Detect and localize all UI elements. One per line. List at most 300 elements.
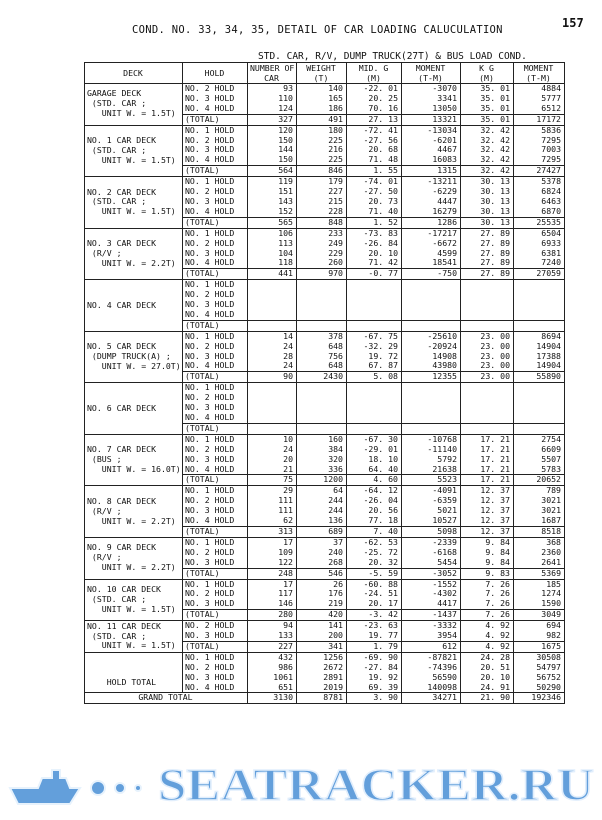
value-cell bbox=[461, 403, 514, 413]
value-cell: 110 bbox=[248, 94, 297, 104]
hold-cell: (TOTAL) bbox=[183, 114, 248, 125]
table-subtitle: STD. CAR, R/V, DUMP TRUCK(27T) & BUS LOAD COND. bbox=[258, 51, 527, 62]
value-cell: 20. 32 bbox=[347, 558, 402, 568]
value-cell: 24 bbox=[248, 361, 297, 371]
value-cell: 7. 26 bbox=[461, 579, 514, 589]
hold-cell: NO. 2 HOLD bbox=[183, 342, 248, 352]
value-cell bbox=[402, 403, 461, 413]
value-cell: -73. 83 bbox=[347, 228, 402, 238]
value-cell: 25535 bbox=[514, 217, 565, 228]
value-cell: 336 bbox=[297, 465, 347, 475]
value-cell: 18. 10 bbox=[347, 455, 402, 465]
value-cell: 1. 52 bbox=[347, 217, 402, 228]
value-cell: 120 bbox=[248, 125, 297, 135]
value-cell: 160 bbox=[297, 434, 347, 444]
value-cell bbox=[347, 423, 402, 434]
deck-label: NO. 5 CAR DECK (DUMP TRUCK(A) ; UNIT W. = 27.0T) bbox=[85, 331, 183, 383]
value-cell: 1. 55 bbox=[347, 166, 402, 177]
value-cell: 2019 bbox=[297, 683, 347, 693]
column-header: DECK bbox=[85, 63, 183, 84]
value-cell bbox=[402, 393, 461, 403]
hold-cell: NO. 2 HOLD bbox=[183, 496, 248, 506]
value-cell: 5777 bbox=[514, 94, 565, 104]
value-cell: 320 bbox=[297, 455, 347, 465]
value-cell: 244 bbox=[297, 506, 347, 516]
value-cell: 16083 bbox=[402, 155, 461, 165]
value-cell: 268 bbox=[297, 558, 347, 568]
value-cell: 106 bbox=[248, 228, 297, 238]
value-cell: 216 bbox=[297, 145, 347, 155]
value-cell: 227 bbox=[297, 187, 347, 197]
value-cell: 7. 26 bbox=[461, 589, 514, 599]
hold-cell: NO. 4 HOLD bbox=[183, 683, 248, 693]
column-header: MOMENT (T-M) bbox=[402, 63, 461, 84]
hold-cell: NO. 2 HOLD bbox=[183, 548, 248, 558]
value-cell bbox=[248, 320, 297, 331]
value-cell bbox=[347, 300, 402, 310]
hold-cell: NO. 4 HOLD bbox=[183, 155, 248, 165]
table-row bbox=[85, 125, 565, 135]
value-cell: 34271 bbox=[402, 693, 461, 704]
value-cell: 12. 37 bbox=[461, 516, 514, 526]
value-cell: 5378 bbox=[514, 177, 565, 187]
value-cell: 1590 bbox=[514, 599, 565, 609]
hold-cell: NO. 4 HOLD bbox=[183, 207, 248, 217]
value-cell: 62 bbox=[248, 516, 297, 526]
hold-cell: NO. 2 HOLD bbox=[183, 589, 248, 599]
column-header: K G (M) bbox=[461, 63, 514, 84]
value-cell: 16279 bbox=[402, 207, 461, 217]
value-cell: 21. 90 bbox=[461, 693, 514, 704]
value-cell: 17. 21 bbox=[461, 455, 514, 465]
value-cell: 30. 13 bbox=[461, 207, 514, 217]
value-cell: 30. 13 bbox=[461, 197, 514, 207]
value-cell: 165 bbox=[297, 94, 347, 104]
value-cell bbox=[248, 413, 297, 423]
value-cell bbox=[297, 393, 347, 403]
hold-cell: NO. 4 HOLD bbox=[183, 516, 248, 526]
hold-cell: NO. 1 HOLD bbox=[183, 125, 248, 135]
table-row bbox=[85, 84, 565, 94]
value-cell bbox=[297, 320, 347, 331]
value-cell: 7. 26 bbox=[461, 599, 514, 609]
value-cell bbox=[248, 280, 297, 290]
value-cell: 8694 bbox=[514, 331, 565, 341]
value-cell bbox=[297, 290, 347, 300]
value-cell: 5454 bbox=[402, 558, 461, 568]
value-cell: 1687 bbox=[514, 516, 565, 526]
value-cell: 648 bbox=[297, 361, 347, 371]
value-cell: 5792 bbox=[402, 455, 461, 465]
value-cell: 14908 bbox=[402, 352, 461, 362]
value-cell bbox=[402, 300, 461, 310]
value-cell: 24 bbox=[248, 445, 297, 455]
value-cell: 4447 bbox=[402, 197, 461, 207]
value-cell: 689 bbox=[297, 526, 347, 537]
value-cell bbox=[461, 393, 514, 403]
value-cell: 17172 bbox=[514, 114, 565, 125]
value-cell: 1274 bbox=[514, 589, 565, 599]
value-cell: 17. 21 bbox=[461, 475, 514, 486]
value-cell bbox=[402, 320, 461, 331]
value-cell: -6201 bbox=[402, 136, 461, 146]
value-cell: 4. 92 bbox=[461, 641, 514, 652]
value-cell bbox=[347, 403, 402, 413]
value-cell: 6609 bbox=[514, 445, 565, 455]
value-cell: 20652 bbox=[514, 475, 565, 486]
value-cell: 1061 bbox=[248, 673, 297, 683]
value-cell: 6463 bbox=[514, 197, 565, 207]
value-cell bbox=[402, 280, 461, 290]
value-cell: 150 bbox=[248, 155, 297, 165]
value-cell: 27. 89 bbox=[461, 239, 514, 249]
value-cell: 35. 01 bbox=[461, 84, 514, 94]
value-cell: -87821 bbox=[402, 652, 461, 662]
value-cell: 19. 92 bbox=[347, 673, 402, 683]
value-cell: 4599 bbox=[402, 249, 461, 259]
value-cell: 30. 13 bbox=[461, 177, 514, 187]
value-cell: 546 bbox=[297, 568, 347, 579]
hold-cell: NO. 3 HOLD bbox=[183, 94, 248, 104]
column-header: MID. G (M) bbox=[347, 63, 402, 84]
value-cell: 20. 10 bbox=[461, 673, 514, 683]
value-cell: 219 bbox=[297, 599, 347, 609]
value-cell: 432 bbox=[248, 652, 297, 662]
value-cell bbox=[297, 413, 347, 423]
header-row bbox=[85, 63, 565, 84]
value-cell: 3021 bbox=[514, 506, 565, 516]
value-cell: 7295 bbox=[514, 136, 565, 146]
value-cell: -24. 51 bbox=[347, 589, 402, 599]
value-cell bbox=[402, 423, 461, 434]
value-cell: -26. 84 bbox=[347, 239, 402, 249]
deck-label: NO. 1 CAR DECK (STD. CAR ; UNIT W. = 1.5T) bbox=[85, 125, 183, 177]
table-row bbox=[85, 228, 565, 238]
value-cell: 75 bbox=[248, 475, 297, 486]
deck-label: NO. 8 CAR DECK (R/V ; UNIT W. = 2.2T) bbox=[85, 486, 183, 538]
hold-cell: (TOTAL) bbox=[183, 568, 248, 579]
value-cell: 225 bbox=[297, 136, 347, 146]
hold-cell: NO. 2 HOLD bbox=[183, 445, 248, 455]
value-cell: 17388 bbox=[514, 352, 565, 362]
hold-cell: NO. 3 HOLD bbox=[183, 145, 248, 155]
value-cell: 185 bbox=[514, 579, 565, 589]
value-cell: 3. 90 bbox=[347, 693, 402, 704]
value-cell: 384 bbox=[297, 445, 347, 455]
value-cell bbox=[402, 383, 461, 393]
value-cell: 9. 84 bbox=[461, 537, 514, 547]
value-cell: 229 bbox=[297, 249, 347, 259]
watermark-logo bbox=[8, 748, 602, 812]
value-cell: 18541 bbox=[402, 258, 461, 268]
value-cell: 564 bbox=[248, 166, 297, 177]
value-cell: 111 bbox=[248, 506, 297, 516]
value-cell: 215 bbox=[297, 197, 347, 207]
hold-cell: NO. 3 HOLD bbox=[183, 673, 248, 683]
value-cell: 848 bbox=[297, 217, 347, 228]
value-cell: -74396 bbox=[402, 663, 461, 673]
value-cell bbox=[514, 300, 565, 310]
value-cell: 19. 72 bbox=[347, 352, 402, 362]
hold-cell: NO. 3 HOLD bbox=[183, 631, 248, 641]
value-cell: 32. 42 bbox=[461, 125, 514, 135]
value-cell: -2339 bbox=[402, 537, 461, 547]
hold-cell: NO. 2 HOLD bbox=[183, 239, 248, 249]
value-cell bbox=[248, 300, 297, 310]
hold-cell: (TOTAL) bbox=[183, 423, 248, 434]
value-cell: -3070 bbox=[402, 84, 461, 94]
value-cell: 90 bbox=[248, 372, 297, 383]
value-cell bbox=[461, 423, 514, 434]
value-cell: 35. 01 bbox=[461, 114, 514, 125]
value-cell bbox=[297, 310, 347, 320]
value-cell: -4302 bbox=[402, 589, 461, 599]
value-cell bbox=[461, 413, 514, 423]
hold-cell: NO. 2 HOLD bbox=[183, 393, 248, 403]
value-cell: 233 bbox=[297, 228, 347, 238]
table-body bbox=[85, 84, 565, 704]
value-cell: 26 bbox=[297, 579, 347, 589]
value-cell: 150 bbox=[248, 136, 297, 146]
value-cell: -1437 bbox=[402, 610, 461, 621]
value-cell bbox=[402, 413, 461, 423]
hold-cell: NO. 1 HOLD bbox=[183, 579, 248, 589]
value-cell: -3332 bbox=[402, 621, 461, 631]
value-cell: 378 bbox=[297, 331, 347, 341]
value-cell: 35. 01 bbox=[461, 104, 514, 114]
hold-cell: (TOTAL) bbox=[183, 166, 248, 177]
deck-label: NO. 7 CAR DECK (BUS ; UNIT W. = 16.0T) bbox=[85, 434, 183, 486]
deck-label: NO. 9 CAR DECK (R/V ; UNIT W. = 2.2T) bbox=[85, 537, 183, 579]
value-cell: 136 bbox=[297, 516, 347, 526]
value-cell bbox=[347, 413, 402, 423]
value-cell: 244 bbox=[297, 496, 347, 506]
watermark-text: SEATRACKER.RU bbox=[158, 759, 594, 810]
table-row bbox=[85, 486, 565, 496]
value-cell: 30508 bbox=[514, 652, 565, 662]
hold-cell: NO. 1 HOLD bbox=[183, 383, 248, 393]
value-cell: 2891 bbox=[297, 673, 347, 683]
value-cell: 21638 bbox=[402, 465, 461, 475]
value-cell: 56590 bbox=[402, 673, 461, 683]
value-cell bbox=[514, 280, 565, 290]
value-cell bbox=[347, 280, 402, 290]
value-cell: 30. 13 bbox=[461, 187, 514, 197]
value-cell: 368 bbox=[514, 537, 565, 547]
value-cell: 19. 77 bbox=[347, 631, 402, 641]
hold-cell: NO. 1 HOLD bbox=[183, 652, 248, 662]
value-cell: 20 bbox=[248, 455, 297, 465]
hold-cell: NO. 1 HOLD bbox=[183, 331, 248, 341]
value-cell: 14904 bbox=[514, 361, 565, 371]
value-cell: 20. 56 bbox=[347, 506, 402, 516]
table-row bbox=[85, 652, 565, 662]
value-cell: 56752 bbox=[514, 673, 565, 683]
value-cell bbox=[461, 300, 514, 310]
value-cell: 24 bbox=[248, 342, 297, 352]
value-cell: 2754 bbox=[514, 434, 565, 444]
value-cell: 341 bbox=[297, 641, 347, 652]
hold-cell: NO. 3 HOLD bbox=[183, 599, 248, 609]
grand-total-label: GRAND TOTAL bbox=[85, 693, 248, 704]
value-cell: 71. 40 bbox=[347, 207, 402, 217]
value-cell: 21 bbox=[248, 465, 297, 475]
column-header: NUMBER OF CAR bbox=[248, 63, 297, 84]
value-cell: 249 bbox=[297, 239, 347, 249]
value-cell: -3052 bbox=[402, 568, 461, 579]
hold-cell: NO. 2 HOLD bbox=[183, 187, 248, 197]
value-cell: 140 bbox=[297, 84, 347, 94]
deck-label: NO. 11 CAR DECK (STD. CAR ; UNIT W. = 1.5T) bbox=[85, 621, 183, 653]
value-cell: -750 bbox=[402, 269, 461, 280]
value-cell: -6359 bbox=[402, 496, 461, 506]
value-cell: 14 bbox=[248, 331, 297, 341]
table-row bbox=[85, 331, 565, 341]
value-cell: 17 bbox=[248, 579, 297, 589]
value-cell: 5507 bbox=[514, 455, 565, 465]
value-cell bbox=[514, 413, 565, 423]
deck-label: NO. 4 CAR DECK bbox=[85, 280, 183, 332]
value-cell: 24. 28 bbox=[461, 652, 514, 662]
value-cell: -6229 bbox=[402, 187, 461, 197]
value-cell: -27. 56 bbox=[347, 136, 402, 146]
value-cell: 20. 25 bbox=[347, 94, 402, 104]
value-cell bbox=[248, 403, 297, 413]
value-cell: -6672 bbox=[402, 239, 461, 249]
value-cell: 5836 bbox=[514, 125, 565, 135]
hold-cell: (TOTAL) bbox=[183, 641, 248, 652]
value-cell: 1200 bbox=[297, 475, 347, 486]
value-cell: 5. 08 bbox=[347, 372, 402, 383]
table-row bbox=[85, 579, 565, 589]
value-cell: -20924 bbox=[402, 342, 461, 352]
value-cell: -29. 01 bbox=[347, 445, 402, 455]
value-cell: 441 bbox=[248, 269, 297, 280]
value-cell: 5098 bbox=[402, 526, 461, 537]
deck-label: NO. 10 CAR DECK (STD. CAR ; UNIT W. = 1.5T) bbox=[85, 579, 183, 621]
value-cell: 176 bbox=[297, 589, 347, 599]
value-cell: 5369 bbox=[514, 568, 565, 579]
hold-cell: NO. 3 HOLD bbox=[183, 300, 248, 310]
value-cell: -10768 bbox=[402, 434, 461, 444]
value-cell: 50290 bbox=[514, 683, 565, 693]
value-cell: 227 bbox=[248, 641, 297, 652]
value-cell: 30. 13 bbox=[461, 217, 514, 228]
value-cell: 20. 68 bbox=[347, 145, 402, 155]
value-cell: -67. 75 bbox=[347, 331, 402, 341]
value-cell: 17 bbox=[248, 537, 297, 547]
value-cell: -3. 42 bbox=[347, 610, 402, 621]
value-cell: 12. 37 bbox=[461, 496, 514, 506]
value-cell: 64 bbox=[297, 486, 347, 496]
value-cell: -25610 bbox=[402, 331, 461, 341]
value-cell: 13321 bbox=[402, 114, 461, 125]
value-cell: -74. 01 bbox=[347, 177, 402, 187]
table-header bbox=[85, 63, 565, 84]
value-cell bbox=[461, 320, 514, 331]
value-cell: 2641 bbox=[514, 558, 565, 568]
value-cell: 70. 16 bbox=[347, 104, 402, 114]
hold-cell: NO. 3 HOLD bbox=[183, 455, 248, 465]
value-cell bbox=[514, 383, 565, 393]
value-cell: 420 bbox=[297, 610, 347, 621]
page-number: 157 bbox=[562, 16, 584, 30]
value-cell: -60. 88 bbox=[347, 579, 402, 589]
value-cell bbox=[297, 280, 347, 290]
value-cell: -11140 bbox=[402, 445, 461, 455]
value-cell: 69. 39 bbox=[347, 683, 402, 693]
value-cell: 8518 bbox=[514, 526, 565, 537]
value-cell: 20. 51 bbox=[461, 663, 514, 673]
table-row bbox=[85, 383, 565, 393]
value-cell: 2430 bbox=[297, 372, 347, 383]
car-loading-table bbox=[84, 62, 565, 704]
value-cell bbox=[248, 310, 297, 320]
value-cell: 14904 bbox=[514, 342, 565, 352]
deck-label: HOLD TOTAL bbox=[85, 652, 183, 693]
value-cell: 152 bbox=[248, 207, 297, 217]
value-cell: 4. 92 bbox=[461, 621, 514, 631]
value-cell: 124 bbox=[248, 104, 297, 114]
value-cell: 648 bbox=[297, 342, 347, 352]
value-cell: 3341 bbox=[402, 94, 461, 104]
hold-cell: NO. 2 HOLD bbox=[183, 663, 248, 673]
deck-label: NO. 6 CAR DECK bbox=[85, 383, 183, 435]
value-cell: 17. 21 bbox=[461, 445, 514, 455]
value-cell: 71. 48 bbox=[347, 155, 402, 165]
value-cell: 3021 bbox=[514, 496, 565, 506]
value-cell: 3130 bbox=[248, 693, 297, 704]
value-cell: 10527 bbox=[402, 516, 461, 526]
column-header: WEIGHT (T) bbox=[297, 63, 347, 84]
value-cell: 27. 89 bbox=[461, 269, 514, 280]
value-cell: 313 bbox=[248, 526, 297, 537]
hold-cell: NO. 1 HOLD bbox=[183, 486, 248, 496]
value-cell: 27. 13 bbox=[347, 114, 402, 125]
value-cell: 43980 bbox=[402, 361, 461, 371]
value-cell: 77. 18 bbox=[347, 516, 402, 526]
value-cell: 27. 89 bbox=[461, 258, 514, 268]
value-cell: 970 bbox=[297, 269, 347, 280]
value-cell bbox=[514, 403, 565, 413]
value-cell: -17217 bbox=[402, 228, 461, 238]
value-cell: -25. 72 bbox=[347, 548, 402, 558]
value-cell: -0. 77 bbox=[347, 269, 402, 280]
value-cell: -22. 01 bbox=[347, 84, 402, 94]
column-header: MOMENT (T-M) bbox=[514, 63, 565, 84]
value-cell bbox=[248, 383, 297, 393]
value-cell: 143 bbox=[248, 197, 297, 207]
value-cell bbox=[514, 393, 565, 403]
hold-cell: NO. 2 HOLD bbox=[183, 621, 248, 631]
value-cell bbox=[297, 383, 347, 393]
value-cell bbox=[248, 423, 297, 434]
value-cell: 6512 bbox=[514, 104, 565, 114]
value-cell: 7295 bbox=[514, 155, 565, 165]
value-cell: 982 bbox=[514, 631, 565, 641]
value-cell: 6824 bbox=[514, 187, 565, 197]
value-cell: 64. 40 bbox=[347, 465, 402, 475]
value-cell: -32. 29 bbox=[347, 342, 402, 352]
value-cell bbox=[347, 393, 402, 403]
hold-cell: (TOTAL) bbox=[183, 269, 248, 280]
value-cell bbox=[347, 383, 402, 393]
value-cell: 71. 42 bbox=[347, 258, 402, 268]
value-cell: 144 bbox=[248, 145, 297, 155]
deck-label: NO. 2 CAR DECK (STD. CAR ; UNIT W. = 1.5T) bbox=[85, 177, 183, 229]
value-cell: 9. 84 bbox=[461, 558, 514, 568]
value-cell: 1675 bbox=[514, 641, 565, 652]
